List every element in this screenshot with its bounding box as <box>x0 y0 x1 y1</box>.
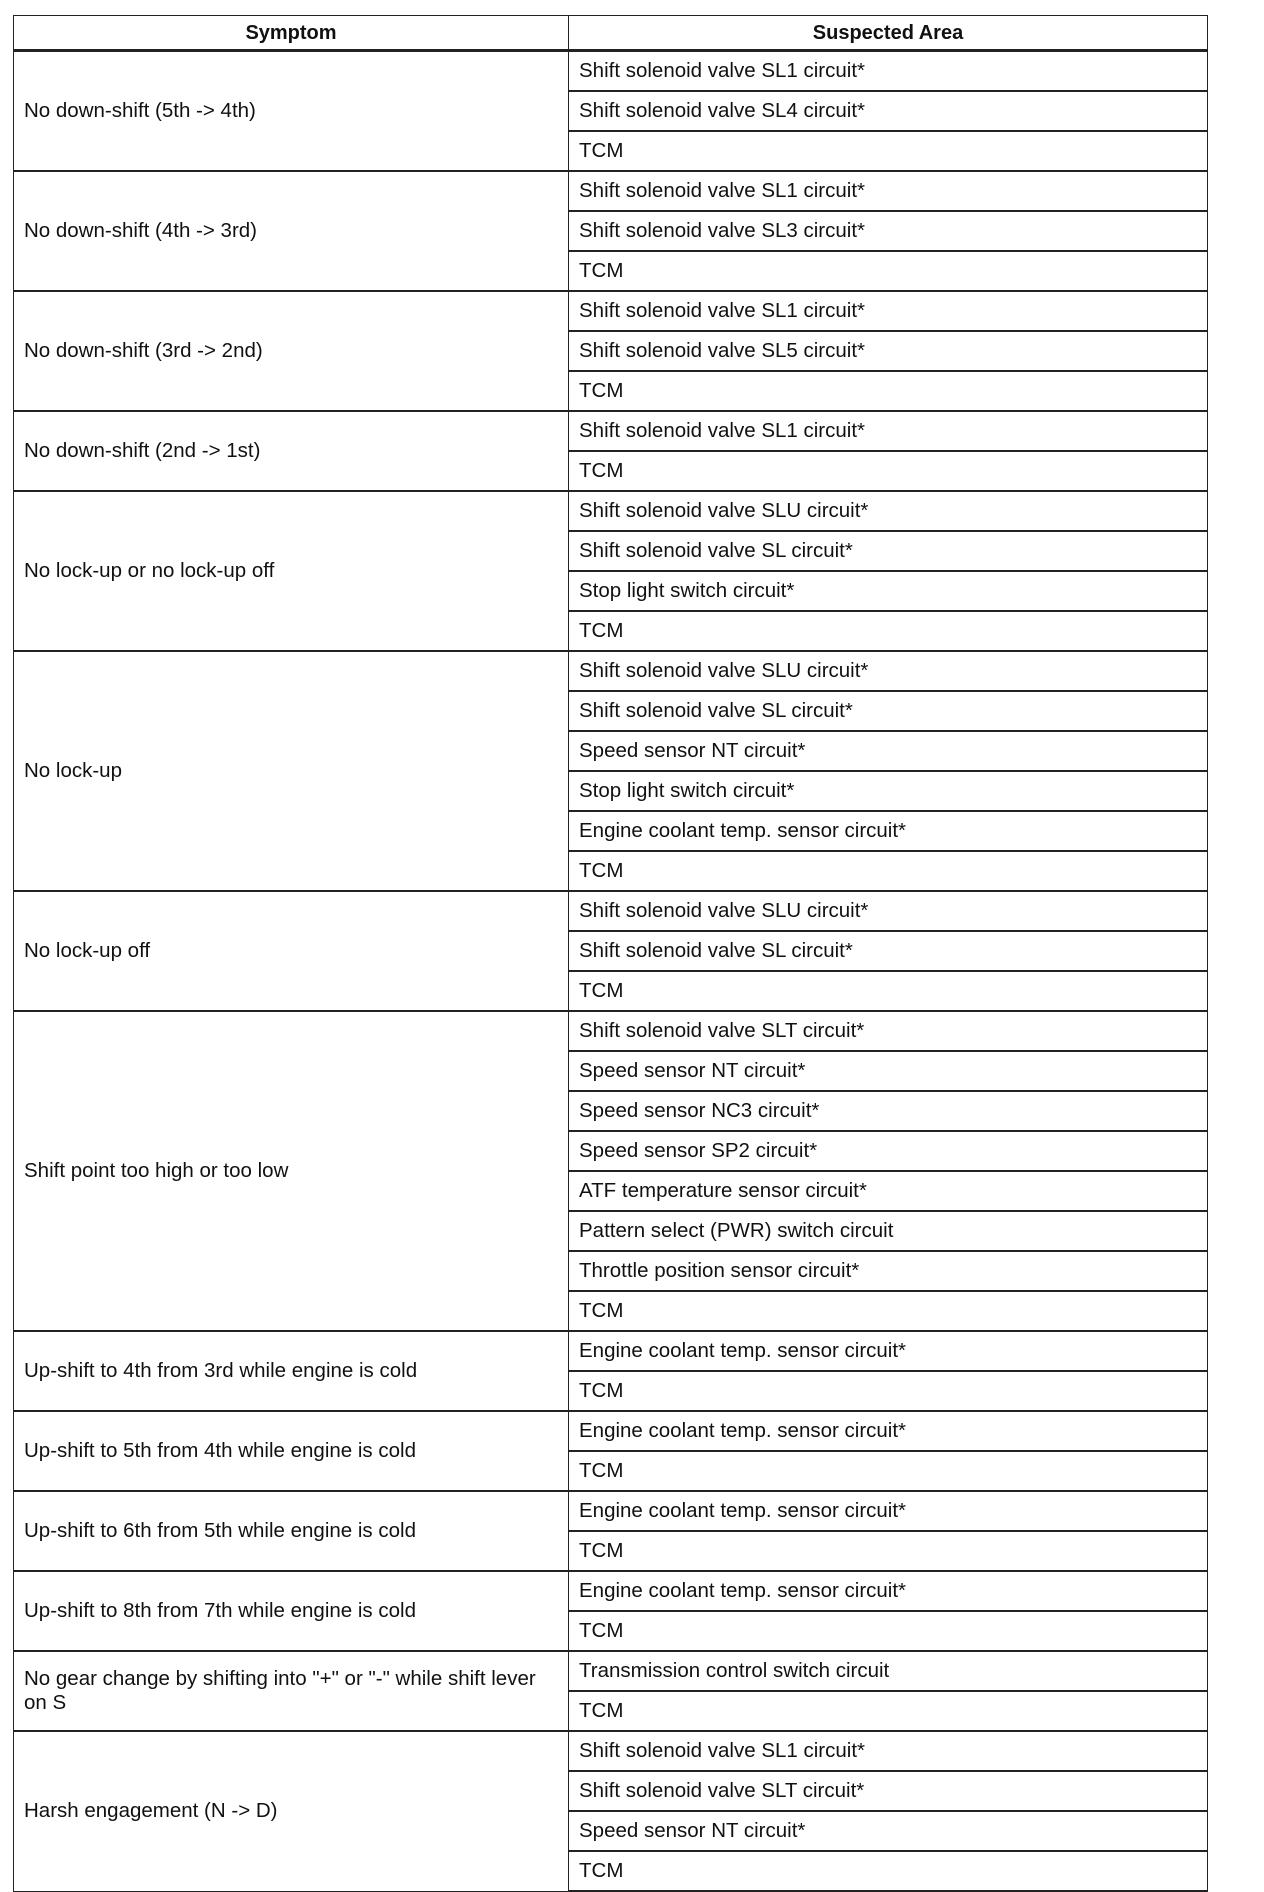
suspected-area-cell: Shift solenoid valve SLT circuit* <box>569 1011 1208 1051</box>
suspected-area-cell: TCM <box>569 611 1208 651</box>
table-row <box>14 891 1208 931</box>
table-row <box>14 651 1208 691</box>
suspected-area-cell: Shift solenoid valve SLU circuit* <box>569 491 1208 531</box>
table-row <box>14 291 1208 331</box>
suspected-area-cell: TCM <box>569 131 1208 171</box>
table-row <box>14 491 1208 531</box>
suspected-area-cell: Engine coolant temp. sensor circuit* <box>569 1411 1208 1451</box>
suspected-area-cell: Pattern select (PWR) switch circuit <box>569 1211 1208 1251</box>
symptom-cell: No down-shift (4th -> 3rd) <box>14 171 569 291</box>
suspected-area-cell: Shift solenoid valve SL5 circuit* <box>569 331 1208 371</box>
suspected-area-cell: Stop light switch circuit* <box>569 571 1208 611</box>
table-header-row <box>14 16 1208 51</box>
table-row <box>14 1411 1208 1451</box>
table-row <box>14 1011 1208 1051</box>
suspected-area-cell: Shift solenoid valve SL1 circuit* <box>569 411 1208 451</box>
suspected-area-cell: TCM <box>569 1371 1208 1411</box>
symptom-cell: Up-shift to 6th from 5th while engine is cold <box>14 1491 569 1571</box>
suspected-area-cell: TCM <box>569 851 1208 891</box>
suspected-area-cell: Speed sensor NT circuit* <box>569 1051 1208 1091</box>
suspected-area-cell: TCM <box>569 1291 1208 1331</box>
symptom-cell: Shift point too high or too low <box>14 1011 569 1331</box>
table-row <box>14 1651 1208 1691</box>
header-symptom: Symptom <box>14 16 569 51</box>
suspected-area-cell: Shift solenoid valve SLT circuit* <box>569 1771 1208 1811</box>
suspected-area-cell: Engine coolant temp. sensor circuit* <box>569 1331 1208 1371</box>
symptom-cell: No lock-up off <box>14 891 569 1011</box>
symptom-cell: No down-shift (5th -> 4th) <box>14 51 569 172</box>
header-suspected-area: Suspected Area <box>569 16 1208 51</box>
symptom-table <box>13 15 1208 1892</box>
table-row <box>14 411 1208 451</box>
suspected-area-cell: ATF temperature sensor circuit* <box>569 1171 1208 1211</box>
suspected-area-cell: Shift solenoid valve SL1 circuit* <box>569 171 1208 211</box>
suspected-area-cell: Shift solenoid valve SL circuit* <box>569 691 1208 731</box>
suspected-area-cell: Speed sensor NT circuit* <box>569 1811 1208 1851</box>
suspected-area-cell: TCM <box>569 1691 1208 1731</box>
table-row <box>14 1331 1208 1371</box>
suspected-area-cell: Shift solenoid valve SL1 circuit* <box>569 291 1208 331</box>
suspected-area-cell: Speed sensor NC3 circuit* <box>569 1091 1208 1131</box>
suspected-area-cell: Transmission control switch circuit <box>569 1651 1208 1691</box>
suspected-area-cell: TCM <box>569 371 1208 411</box>
suspected-area-cell: TCM <box>569 971 1208 1011</box>
suspected-area-cell: TCM <box>569 1531 1208 1571</box>
table-body <box>14 51 1208 1892</box>
suspected-area-cell: Engine coolant temp. sensor circuit* <box>569 811 1208 851</box>
suspected-area-cell: TCM <box>569 451 1208 491</box>
symptom-cell: Up-shift to 8th from 7th while engine is cold <box>14 1571 569 1651</box>
table-row <box>14 171 1208 211</box>
suspected-area-cell: TCM <box>569 1611 1208 1651</box>
suspected-area-cell: TCM <box>569 251 1208 291</box>
suspected-area-cell: Shift solenoid valve SL3 circuit* <box>569 211 1208 251</box>
suspected-area-cell: Throttle position sensor circuit* <box>569 1251 1208 1291</box>
symptom-table-sheet <box>13 15 1207 1892</box>
suspected-area-cell: Speed sensor SP2 circuit* <box>569 1131 1208 1171</box>
symptom-cell: Harsh engagement (N -> D) <box>14 1731 569 1891</box>
symptom-cell: Up-shift to 4th from 3rd while engine is cold <box>14 1331 569 1411</box>
suspected-area-cell: Shift solenoid valve SL1 circuit* <box>569 51 1208 92</box>
symptom-cell: No lock-up <box>14 651 569 891</box>
suspected-area-cell: Stop light switch circuit* <box>569 771 1208 811</box>
suspected-area-cell: Speed sensor NT circuit* <box>569 731 1208 771</box>
table-row <box>14 51 1208 92</box>
suspected-area-cell: Shift solenoid valve SL circuit* <box>569 931 1208 971</box>
suspected-area-cell: TCM <box>569 1851 1208 1891</box>
suspected-area-cell: Engine coolant temp. sensor circuit* <box>569 1571 1208 1611</box>
table-row <box>14 1571 1208 1611</box>
symptom-cell: No down-shift (3rd -> 2nd) <box>14 291 569 411</box>
suspected-area-cell: Shift solenoid valve SL1 circuit* <box>569 1731 1208 1771</box>
table-row <box>14 1491 1208 1531</box>
suspected-area-cell: Shift solenoid valve SL4 circuit* <box>569 91 1208 131</box>
symptom-cell: No gear change by shifting into "+" or "-" while shift lever on S <box>14 1651 569 1731</box>
suspected-area-cell: Shift solenoid valve SL circuit* <box>569 531 1208 571</box>
suspected-area-cell: Shift solenoid valve SLU circuit* <box>569 651 1208 691</box>
symptom-cell: No lock-up or no lock-up off <box>14 491 569 651</box>
symptom-cell: Up-shift to 5th from 4th while engine is cold <box>14 1411 569 1491</box>
table-row <box>14 1731 1208 1771</box>
symptom-cell: No down-shift (2nd -> 1st) <box>14 411 569 491</box>
suspected-area-cell: Engine coolant temp. sensor circuit* <box>569 1491 1208 1531</box>
suspected-area-cell: Shift solenoid valve SLU circuit* <box>569 891 1208 931</box>
suspected-area-cell: TCM <box>569 1451 1208 1491</box>
